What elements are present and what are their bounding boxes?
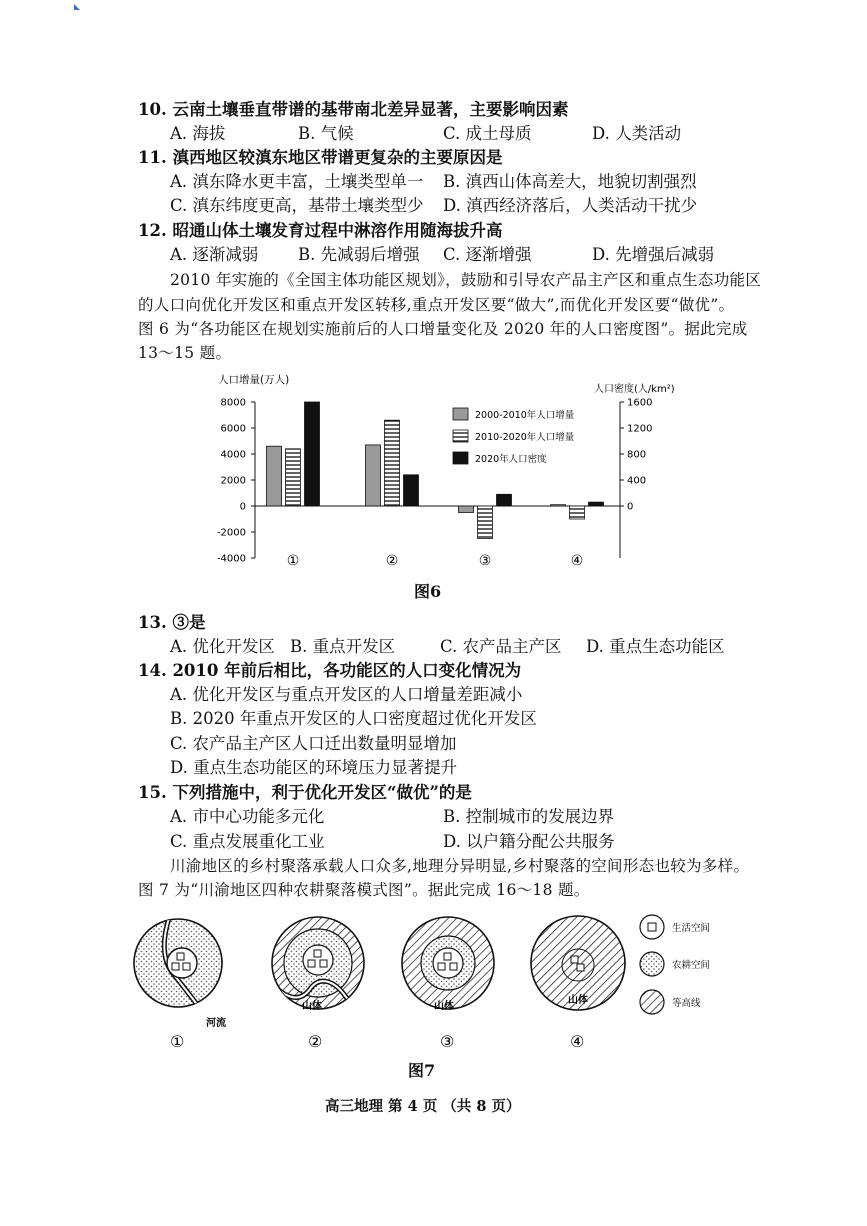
fig7-caption: 图7	[408, 1061, 436, 1080]
figure-7-diagram	[130, 905, 750, 1055]
q13-stem: 13. ③是	[138, 613, 206, 632]
y-tick-label: -4000	[216, 553, 246, 565]
q14-option-b: B. 2020 年重点开发区的人口密度超过优化开发区	[170, 709, 537, 728]
y2-tick-label: 0	[627, 501, 634, 513]
legend-contour: 等高线	[672, 998, 701, 1009]
y-axis-title: 人口增量(万人)	[218, 374, 290, 386]
passage1-line2: 的人口向优化开发区和重点开发区转移,重点开发区要“做大”,而优化开发区要“做优”。	[138, 296, 735, 314]
y-tick-label: 8000	[220, 397, 246, 409]
legend-living-space: 生活空间	[672, 923, 711, 934]
fig7-label-1: ①	[170, 1032, 185, 1051]
bar-series2-cat1	[286, 449, 301, 506]
bar-series3-cat3	[497, 494, 512, 506]
page-footer: 高三地理 第 4 页 （共 8 页）	[325, 1098, 521, 1115]
legend-farming-space: 农耕空间	[672, 960, 711, 971]
settlement-pattern-2	[266, 917, 374, 1009]
q12-option-d: D. 先增强后减弱	[592, 245, 715, 264]
fig7-label-4: ④	[570, 1032, 585, 1051]
fig7-legend	[640, 915, 710, 1014]
q10-option-d: D. 人类活动	[592, 124, 682, 143]
mountain-label-2: 山体	[302, 1001, 322, 1012]
bar-series2-cat4	[570, 506, 585, 519]
y-tick-label: 4000	[220, 449, 246, 461]
mountain-label-4: 山体	[568, 995, 588, 1006]
settlement-pattern-1	[134, 915, 222, 1013]
q15-option-a: A. 市中心功能多元化	[170, 807, 325, 826]
q15-option-c: C. 重点发展重化工业	[170, 832, 325, 851]
mountain-label-3: 山体	[434, 1001, 454, 1012]
q13-option-c: C. 农产品主产区	[440, 637, 562, 656]
settlement-pattern-3	[402, 917, 494, 1009]
q10-stem: 10. 云南土壤垂直带谱的基带南北差异显著，主要影响因素	[138, 100, 569, 119]
q12-option-a: A. 逐渐减弱	[170, 245, 259, 264]
legend-farming-space-symbol	[640, 952, 664, 976]
q12-option-b: B. 先减弱后增强	[298, 245, 420, 264]
q11-option-a: A. 滇东降水更丰富，土壤类型单一	[170, 172, 424, 191]
q10-option-b: B. 气候	[298, 124, 354, 143]
y2-tick-label: 1200	[627, 423, 653, 435]
q12-option-c: C. 逐渐增强	[443, 245, 532, 264]
q15-option-d: D. 以户籍分配公共服务	[443, 832, 615, 851]
y-tick-label: 6000	[220, 423, 246, 435]
q10-option-c: C. 成土母质	[443, 124, 532, 143]
legend-label-2: 2010-2020年人口增量	[475, 432, 575, 443]
bar-series3-cat4	[589, 502, 604, 506]
bar-series1-cat4	[551, 505, 566, 506]
fig6-caption: 图6	[414, 582, 442, 601]
q15-option-b: B. 控制城市的发展边界	[443, 807, 615, 826]
bar-series3-cat1	[305, 402, 320, 506]
q11-option-c: C. 滇东纬度更高，基带土壤类型少	[170, 196, 424, 215]
category-label: ①	[286, 553, 300, 569]
q13-option-b: B. 重点开发区	[290, 637, 396, 656]
y-tick-label: -2000	[216, 527, 246, 539]
passage1-line1: 2010 年实施的《全国主体功能区规划》，鼓励和引导农产品主产区和重点生态功能区	[170, 271, 762, 289]
passage1-line4: 13～15 题。	[138, 344, 232, 362]
y2-tick-label: 800	[627, 449, 647, 461]
fig7-label-2: ②	[308, 1032, 323, 1051]
y-tick-label: 2000	[220, 475, 246, 487]
figure-6-chart	[200, 368, 690, 578]
q14-option-c: C. 农产品主产区人口迁出数量明显增加	[170, 734, 457, 753]
legend-label-3: 2020年人口密度	[475, 454, 547, 465]
y2-tick-label: 1600	[627, 397, 653, 409]
legend-contour-symbol	[640, 990, 664, 1014]
bar-series1-cat1	[267, 446, 282, 506]
y-tick-label: 0	[239, 501, 246, 513]
bar-series1-cat2	[366, 445, 381, 506]
scan-corner-mark	[74, 4, 80, 10]
q13-option-d: D. 重点生态功能区	[586, 637, 725, 656]
q11-stem: 11. 滇西地区较滇东地区带谱更复杂的主要原因是	[138, 148, 503, 167]
category-label: ③	[478, 553, 492, 569]
q12-stem: 12. 昭通山体土壤发育过程中淋溶作用随海拔升高	[138, 221, 503, 240]
legend-swatch-3	[453, 452, 468, 464]
legend-label-1: 2000-2010年人口增量	[475, 410, 575, 421]
y2-axis-title: 人口密度(人/km²)	[594, 384, 675, 395]
category-label: ④	[570, 553, 584, 569]
legend-swatch-2	[453, 430, 468, 442]
fig7-label-3: ③	[440, 1032, 455, 1051]
passage2-line2: 图 7 为“川渝地区四种农耕聚落模式图”。据此完成 16～18 题。	[138, 881, 590, 899]
y2-tick-label: 400	[627, 475, 647, 487]
q14-option-d: D. 重点生态功能区的环境压力显著提升	[170, 758, 458, 777]
q10-option-a: A. 海拔	[170, 124, 226, 143]
q11-option-b: B. 滇西山体高差大，地貌切割强烈	[443, 172, 697, 191]
q11-option-d: D. 滇西经济落后，人类活动干扰少	[443, 196, 698, 215]
bar-series1-cat3	[459, 506, 474, 513]
passage2-line1: 川渝地区的乡村聚落承载人口众多,地理分异明显,乡村聚落的空间形态也较为多样。	[170, 857, 750, 875]
river-label: 河流	[206, 1018, 226, 1029]
bar-series2-cat3	[478, 506, 493, 539]
q15-stem: 15. 下列措施中，利于优化开发区“做优”的是	[138, 783, 472, 802]
bar-series3-cat2	[404, 475, 419, 506]
q14-stem: 14. 2010 年前后相比，各功能区的人口变化情况为	[138, 661, 522, 680]
q13-option-a: A. 优化开发区	[170, 637, 275, 656]
category-label: ②	[385, 553, 399, 569]
q14-option-a: A. 优化开发区与重点开发区的人口增量差距减小	[170, 685, 523, 704]
bar-series2-cat2	[385, 420, 400, 506]
legend-swatch-1	[453, 408, 468, 420]
passage1-line3: 图 6 为“各功能区在规划实施前后的人口增量变化及 2020 年的人口密度图”。据此完成	[138, 320, 748, 338]
